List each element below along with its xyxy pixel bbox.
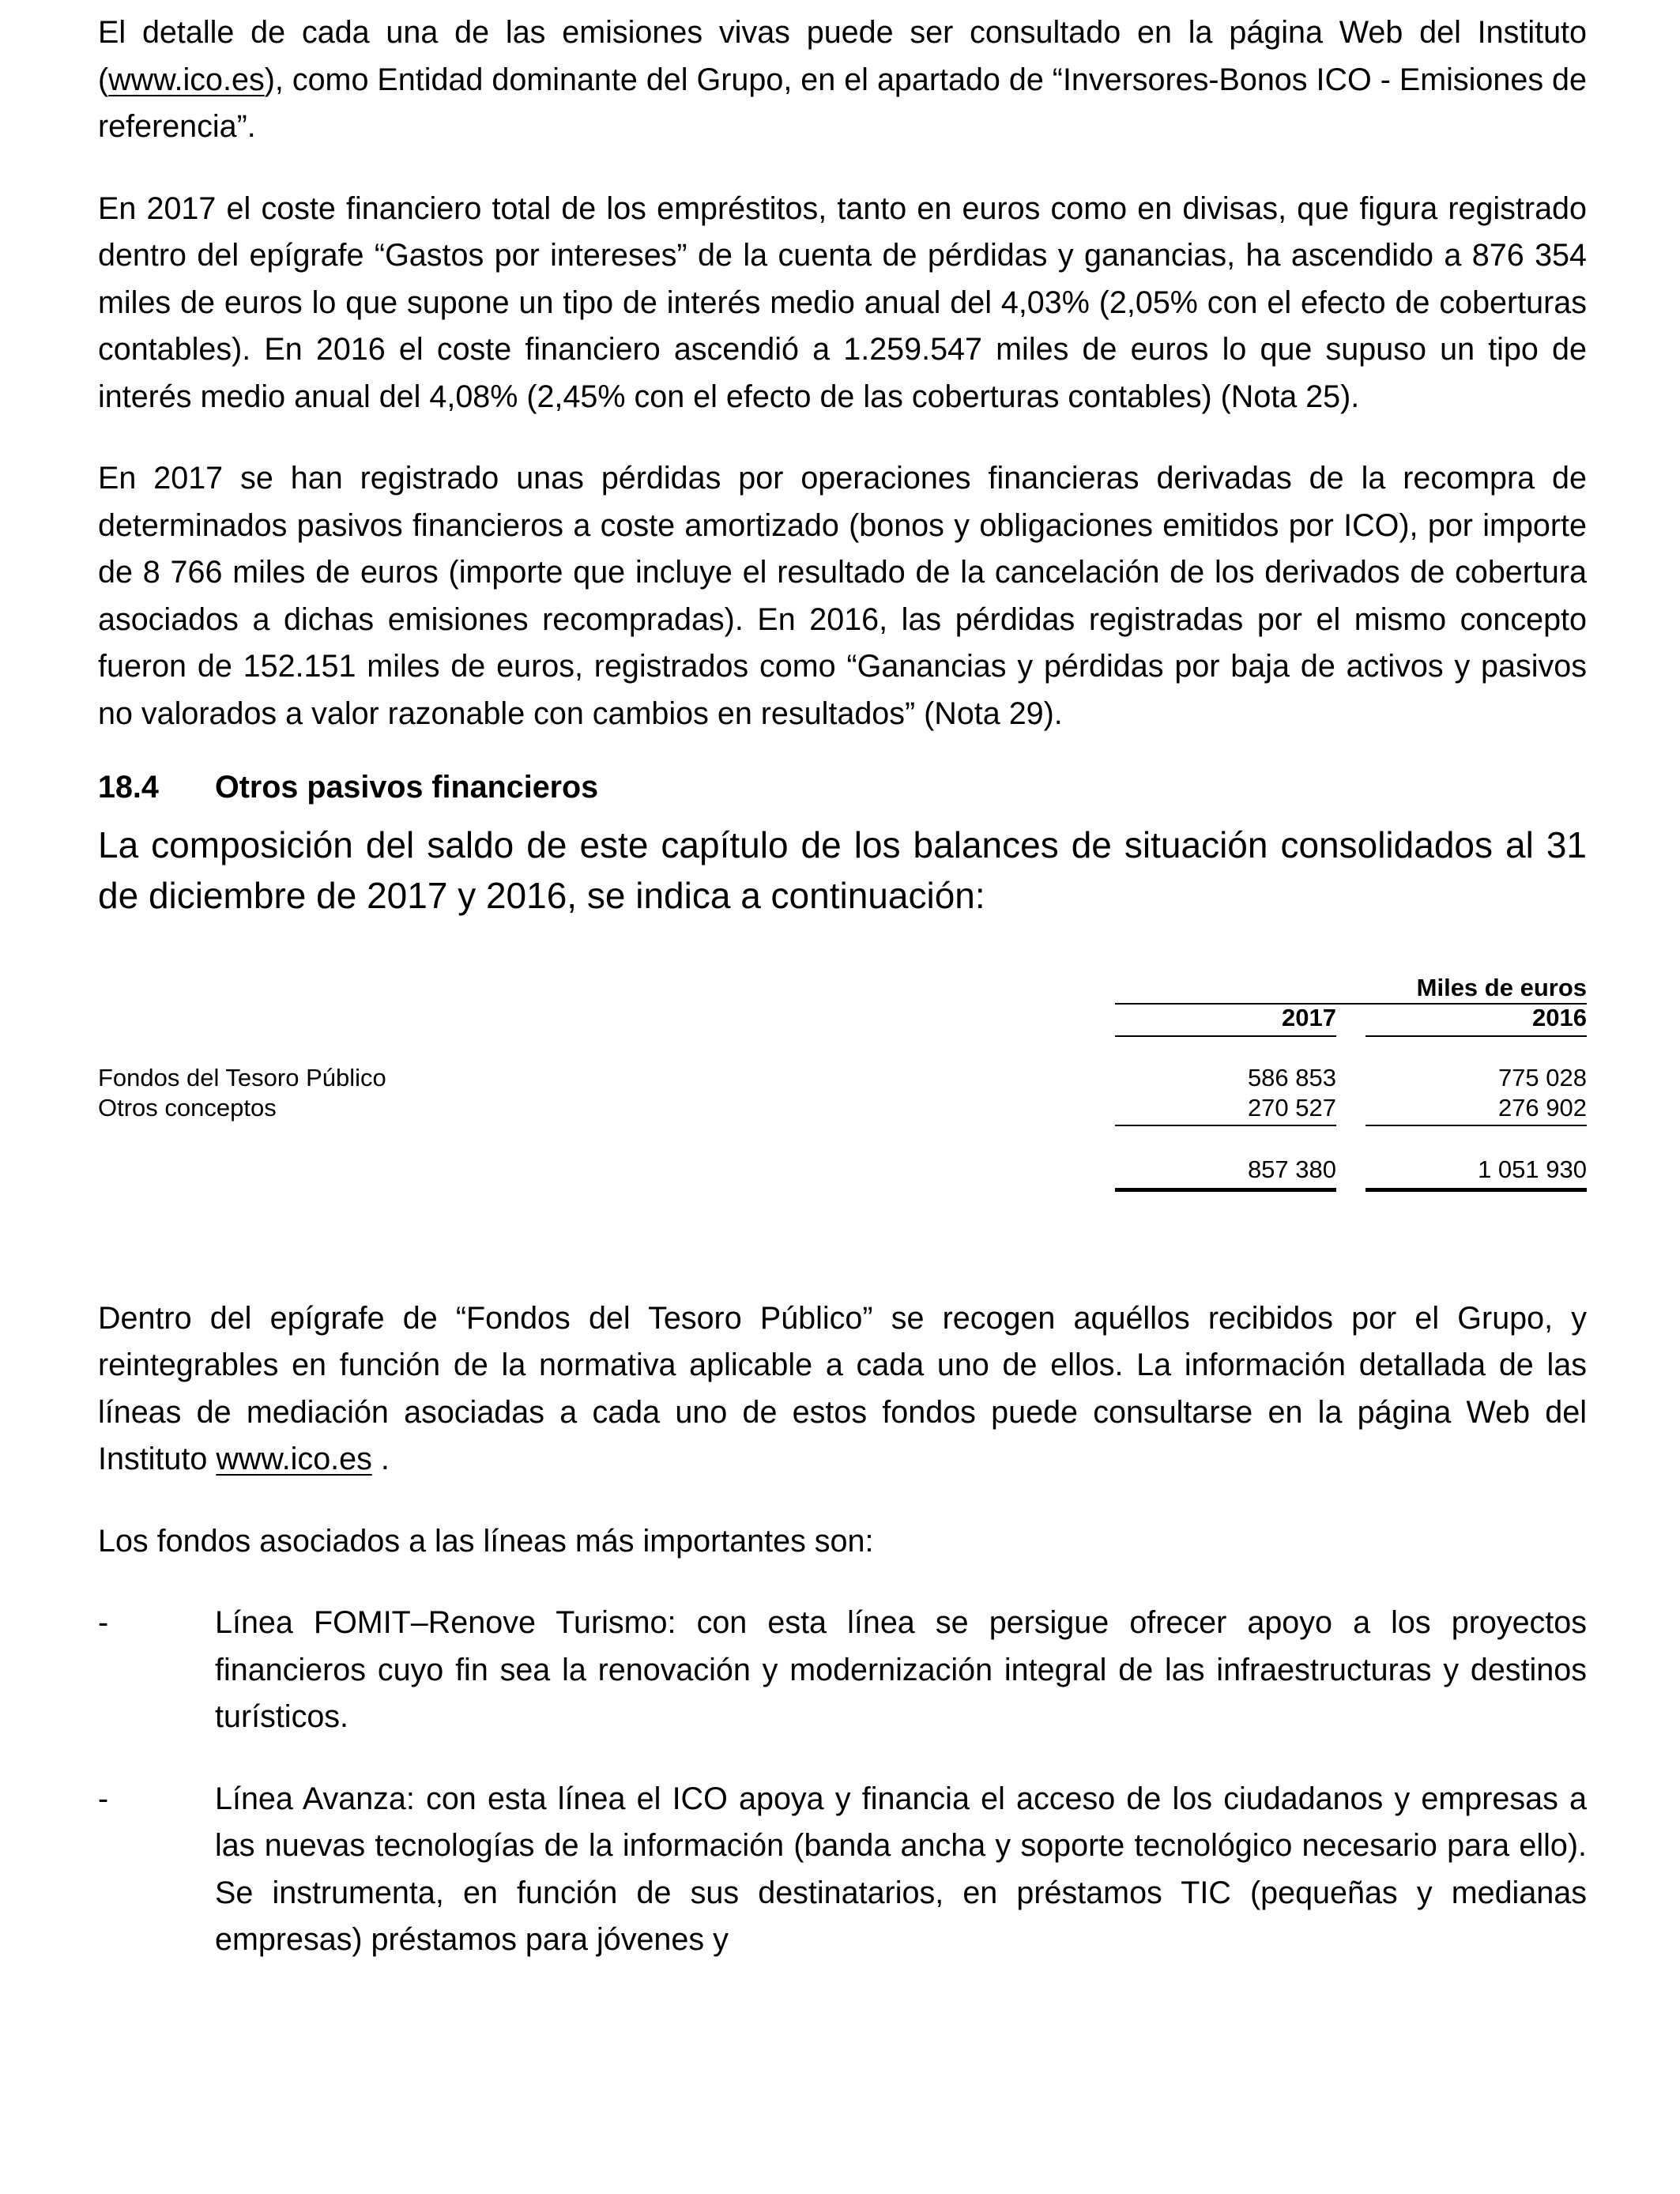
paragraph-text: Dentro del epígrafe de “Fondos del Tesoro Público” se recogen aquéllos recibidos por el Grupo, y reintegrables en función de la normativa aplicable a cada uno de ellos. La información detallada de las líneas de mediación asociadas a cada uno de estos fondos puede consultarse en la página Web del Instituto [98,1300,1587,1476]
value-2016: 775 028 [1497,1063,1587,1091]
list-item-text: Línea Avanza: con esta línea el ICO apoya y financia el acceso de los ciudadanos y empresas a las nuevas tecnologías de la información (banda ancha y soporte tecnológico necesario para ello). Se instrumenta, en función de sus destinatarios, en préstamos TIC (pequeñas y medianas empresas) préstamos para jóvenes y [215,1781,1587,1957]
column-header-2017: 2017 [1282,1003,1336,1031]
value-2016: 276 902 [1497,1093,1587,1122]
table-row [98,1093,1587,1123]
table-row [98,1063,1587,1093]
table-total-row [98,1155,1587,1185]
table-unit-header-row [98,973,1587,1003]
paragraph-fondos-asociados: Los fondos asociados a las líneas más importantes son: [98,1523,874,1559]
section-title: Otros pasivos financieros [215,770,599,805]
unit-header: Miles de euros [1416,973,1587,1001]
list-item [98,1600,1587,1741]
paragraph-coste-financiero: En 2017 el coste financiero total de los empréstitos, tanto en euros como en divisas, que figura registrado dentro del epígrafe “Gastos por intereses” de la cuenta de pérdidas y ganancias, ha ascendido a 876 354 miles de euros lo que supone un tipo de interés medio anual del 4,03% (2,05% con el efecto de coberturas contables). En 2016 el coste financiero ascendió a 1.259.547 miles de euros lo que supuso un tipo de interés medio anual del 4,08% (2,45% con el efecto de las coberturas contables) (Nota 25). [98,190,1587,414]
list-bullet: - [98,1781,109,1816]
financial-table [98,973,1587,1210]
row-label: Fondos del Tesoro Público [98,1063,386,1091]
value-2017: 270 527 [1247,1093,1336,1122]
table-header-row [98,1003,1587,1033]
row-label: Otros conceptos [98,1093,277,1122]
paragraph-text: El detalle de cada una de las emisiones vivas puede ser consultado en la página Web del Instituto ( [98,15,1587,97]
value-2017: 586 853 [1247,1063,1336,1091]
divider [1115,1125,1336,1126]
column-header-2016: 2016 [1532,1003,1587,1031]
double-underline [1365,1188,1587,1192]
paragraph-text: . [371,1442,390,1476]
paragraph-perdidas-recompra: En 2017 se han registrado unas pérdidas por operaciones financieras derivadas de la recompra de determinados pasivos financieros a coste amortizado (bonos y obligaciones emitidos por ICO), por importe de 8 766 miles de euros (importe que incluye el resultado de la cancelación de los derivados de cobertura asociados a dichas emisiones recompradas). En 2016, las pérdidas registradas por el mismo concepto fueron de 152.151 miles de euros, registrados como “Ganancias y pérdidas por baja de activos y pasivos no valorados a valor razonable con cambios en resultados” (Nota 29). [98,461,1587,731]
section-heading [98,764,1587,812]
divider [1365,1035,1587,1037]
paragraph-emisiones [98,9,1587,151]
section-number: 18.4 [98,770,159,805]
divider [1365,1125,1587,1126]
divider [1115,1035,1336,1037]
double-underline [1115,1188,1336,1192]
document-page [98,9,1587,1964]
paragraph-text: ), como Entidad dominante del Grupo, en el apartado de “Inversores-Bonos ICO - Emisiones de referencia”. [98,62,1587,144]
ico-website-link[interactable]: www.ico.es [216,1442,372,1476]
list-item-text: Línea FOMIT–Renove Turismo: con esta línea se persigue ofrecer apoyo a los proyectos financieros cuyo fin sea la renovación y modernización integral de las infraestructuras y destinos turísticos. [215,1605,1587,1734]
list-bullet: - [98,1605,109,1640]
paragraph-composicion: La composición del saldo de este capítulo de los balances de situación consolidados al 31 de diciembre de 2017 y 2016, se indica a continuación: [98,824,1587,916]
list-item [98,1776,1587,1964]
ico-website-link[interactable]: www.ico.es [108,62,265,97]
total-2017: 857 380 [1247,1155,1336,1183]
total-2016: 1 051 930 [1478,1155,1587,1183]
paragraph-fondos-tesoro [98,1295,1587,1483]
